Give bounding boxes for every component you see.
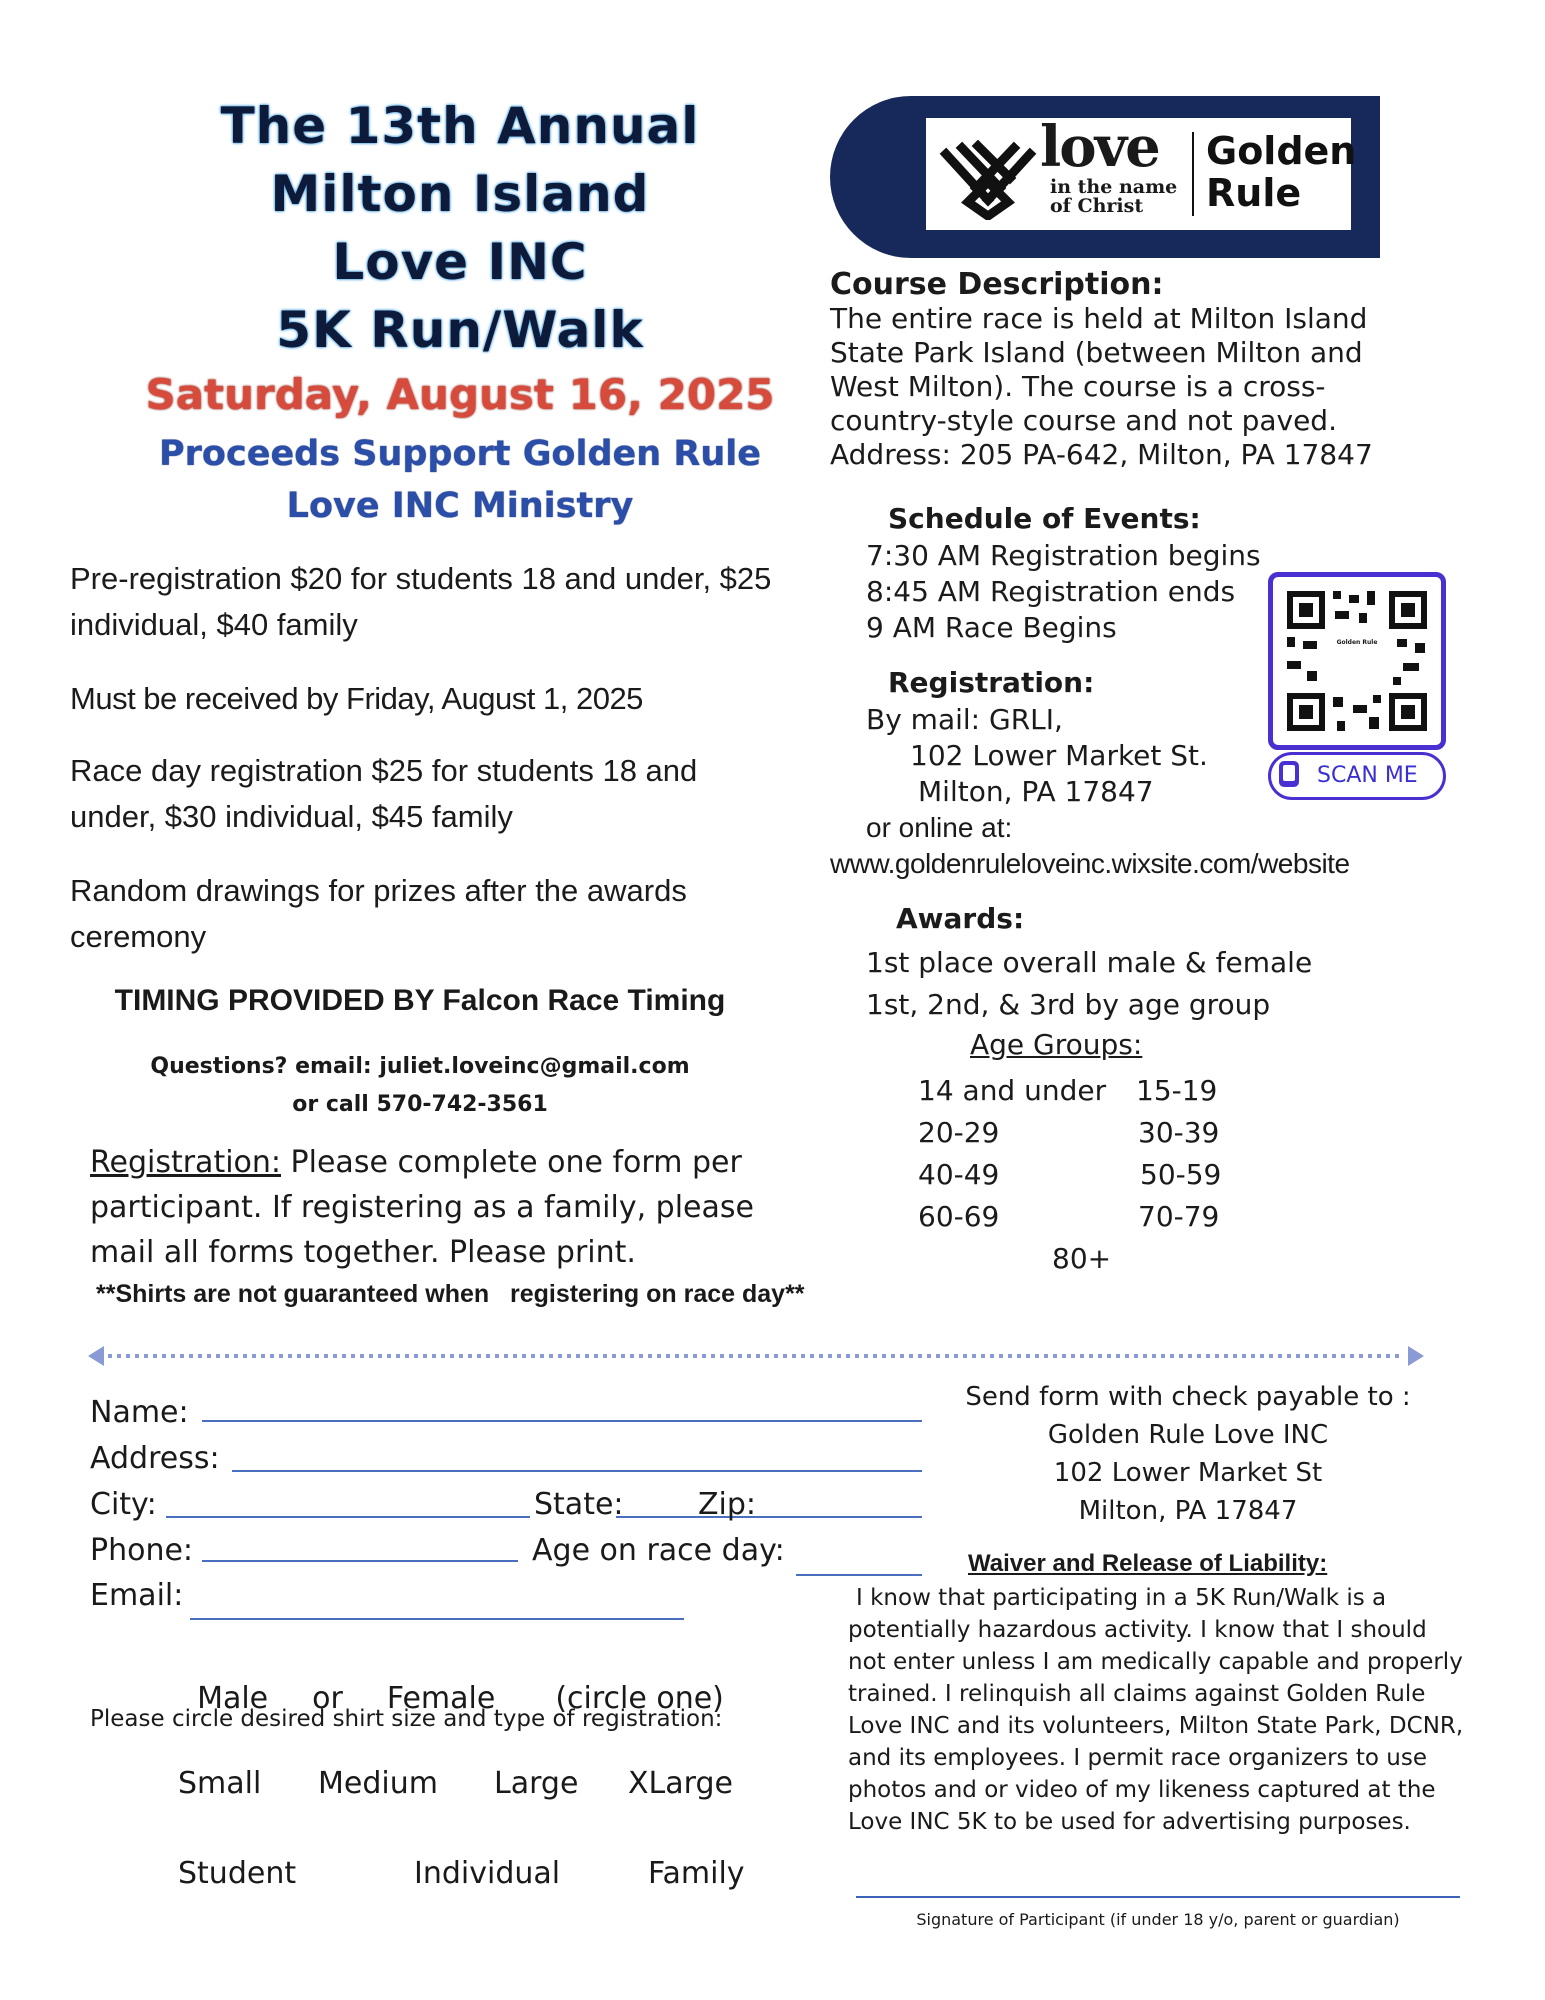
age-group: 60-69 [918,1200,1000,1233]
title-line-1: The 13th Annual [220,97,700,155]
mail-line-1: By mail: GRLI, [866,703,1063,736]
course-heading: Course Description: [830,267,1164,302]
mail-address [866,702,1208,810]
logo-divider [1192,132,1194,216]
gender-circle-note: (circle one) [555,1681,724,1716]
wordmark-golden: Golden [1206,129,1357,173]
arrow-left-icon [88,1346,104,1366]
name-label: Name: [90,1395,189,1430]
age-groups-grid [918,1070,1221,1280]
logo-tagline [1050,178,1177,216]
tagline-line-2: of Christ [1050,195,1144,217]
size-xlarge[interactable]: XLarge [628,1766,733,1801]
send-line-4: Milton, PA 17847 [1078,1496,1298,1526]
age-group: 14 and under [918,1074,1107,1107]
proceeds-line-1: Proceeds Support Golden Rule [159,434,761,474]
waiver-heading: Waiver and Release of Liability: [968,1550,1328,1577]
registration-instructions-text: Please complete one form per participant. If registering as a family, please mail all forms together. Please print. [90,1145,754,1270]
age-group: 30-39 [1138,1116,1220,1149]
award-line: 1st, 2nd, & 3rd by age group [866,988,1271,1021]
signature-line[interactable] [856,1896,1460,1898]
deadline-info: Must be received by Friday, August 1, 2025 [70,681,643,716]
award-line: 1st place overall male & female [866,946,1313,979]
schedule-list [866,538,1261,646]
send-line-3: 102 Lower Market St [1053,1458,1323,1488]
awards-heading: Awards: [896,902,1025,935]
golden-rule-logo [926,114,1357,230]
gender-or: or [312,1681,343,1716]
registration-instructions [90,1140,780,1275]
qr-center-label: Golden Rule [1336,639,1378,646]
age-group: 50-59 [1140,1158,1222,1191]
shirts-note: **Shirts are not guaranteed when registering on race day** [96,1280,805,1308]
qr-code[interactable] [1268,572,1446,750]
state-label: State: [534,1487,624,1522]
email-label: Email: [90,1578,184,1613]
state-zip-field[interactable] [616,1516,922,1518]
registration-heading: Registration: [888,666,1095,699]
age-group: 70-79 [1138,1200,1220,1233]
title-line-2: Milton Island [270,165,650,223]
schedule-item: 8:45 AM Registration ends [866,575,1236,608]
phone-field[interactable] [202,1560,518,1562]
address-field[interactable] [232,1470,922,1472]
zip-label: Zip: [698,1487,757,1522]
drawings-info: Random drawings for prizes after the awards ceremony [70,873,687,954]
city-field[interactable] [166,1516,530,1518]
arrow-right-icon [1408,1346,1424,1366]
size-medium[interactable]: Medium [318,1766,438,1801]
registration-instructions-label: Registration: [90,1145,282,1180]
course-section [830,268,1390,472]
cut-line [88,1344,1424,1368]
type-student[interactable]: Student [178,1856,297,1891]
age-field[interactable] [796,1574,922,1576]
send-to-address [938,1378,1438,1530]
size-small[interactable]: Small [178,1766,262,1801]
phone-label: Phone: [90,1533,194,1568]
email-field[interactable] [190,1618,684,1620]
prereg-info: Pre-registration $20 for students 18 and under, $25 individual, $40 family [70,561,772,642]
city-label: City: [90,1487,157,1522]
type-individual[interactable]: Individual [414,1856,561,1891]
age-group: 15-19 [1136,1074,1218,1107]
contact-email[interactable]: Questions? email: juliet.loveinc@gmail.com [150,1054,690,1079]
gender-female[interactable]: Female [386,1681,496,1716]
event-date: Saturday, August 16, 2025 [145,370,775,419]
scan-me-badge [1268,752,1446,800]
raceday-info: Race day registration $25 for students 18 and under, $30 individual, $45 family [70,753,698,834]
wordmark-rule: Rule [1206,171,1302,215]
contact-phone[interactable]: or call 570-742-3561 [292,1092,548,1117]
schedule-item: 7:30 AM Registration begins [866,539,1261,572]
gender-male[interactable]: Male [197,1681,269,1716]
title-line-3: Love INC [332,233,588,291]
registration-url[interactable]: www.goldenruleloveinc.wixsite.com/website [830,848,1350,879]
title-line-4: 5K Run/Walk [276,301,644,359]
heart-logo-icon [938,140,1038,220]
shirt-prompt: Please circle desired shirt size and type of registration: [90,1706,723,1732]
type-family[interactable]: Family [648,1856,745,1891]
proceeds-line-2: Love INC Ministry [286,486,634,526]
age-group: 80+ [1052,1242,1112,1275]
schedule-item: 9 AM Race Begins [866,611,1117,644]
contact-info [70,1048,770,1124]
age-groups-heading: Age Groups: [970,1028,1143,1061]
size-large[interactable]: Large [494,1766,579,1801]
age-group: 40-49 [918,1158,1000,1191]
love-wordmark: love [1040,114,1159,180]
waiver-text: I know that participating in a 5K Run/Walk is a potentially hazardous activity. I know that I should not enter unless I am medically capable and properly trained. I relinquish all claims against Golden Rule Love INC and its volunteers, Milton State Park, DCNR, and its employees. I permit race organizers to use photos and or video of my likeness captured at the Love INC 5K to be used for advertising purposes. [848,1585,1464,1835]
name-field[interactable] [202,1420,922,1422]
proceeds-note [60,428,860,532]
mail-line-2: 102 Lower Market St. [910,739,1208,772]
tagline-line-1: in the name [1050,176,1178,198]
age-group: 20-29 [918,1116,1000,1149]
signature-label: Signature of Participant (if under 18 y/o, parent or guardian) [916,1910,1400,1929]
schedule-heading: Schedule of Events: [888,502,1201,535]
age-label: Age on race day: [532,1533,785,1568]
awards-list [866,942,1312,1026]
online-label: or online at: [866,812,1013,843]
event-title [60,92,860,364]
timing-credit: TIMING PROVIDED BY Falcon Race Timing [114,984,726,1017]
address-label: Address: [90,1441,220,1476]
course-text: The entire race is held at Milton Island State Park Island (between Milton and West Milton). The course is a cross-country-style course and not paved. Address: 205 PA-642, Milton, PA 17847 [830,302,1373,471]
scan-me-label: SCAN ME [1317,763,1418,788]
mail-line-3: Milton, PA 17847 [918,775,1154,808]
send-line-2: Golden Rule Love INC [1047,1420,1329,1450]
send-line-1: Send form with check payable to : [965,1382,1411,1412]
qr-pattern-icon [1273,577,1441,745]
golden-rule-wordmark [1206,130,1356,214]
